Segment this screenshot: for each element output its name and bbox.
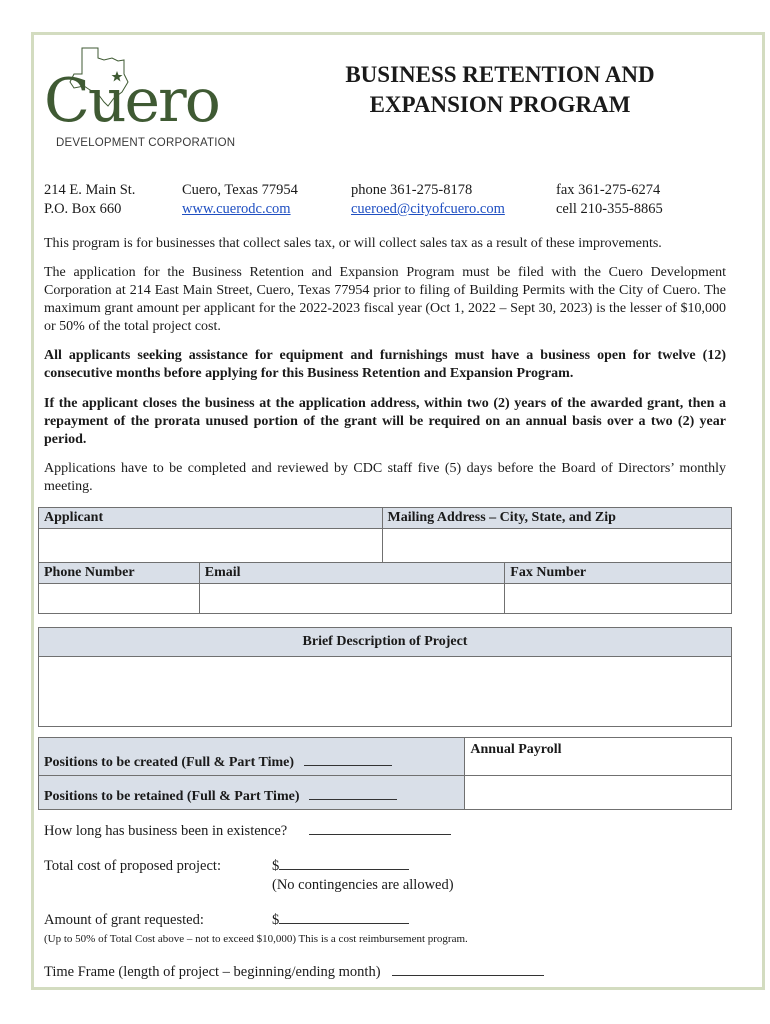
grant-dollar: $	[272, 912, 280, 928]
grant-requested-row	[272, 912, 409, 929]
city-block	[182, 181, 298, 219]
total-cost-row	[272, 858, 409, 875]
annual-payroll-label: Annual Payroll	[465, 738, 732, 776]
applicant-label: Applicant	[39, 508, 383, 529]
positions-retained-field[interactable]	[309, 799, 397, 800]
phone-field[interactable]	[39, 584, 200, 614]
email-label: Email	[199, 563, 505, 584]
applicant-table	[38, 507, 732, 563]
equipment-requirement-paragraph: All applicants seeking assistance for equipment and furnishings must have a business open for twelve (12) consecutive months before applying for this Business Retention and Expansion Program.	[44, 348, 726, 381]
total-cost-label: Total cost of proposed project:	[44, 858, 221, 874]
grant-requested-field[interactable]	[279, 923, 409, 924]
fax-block	[556, 181, 663, 219]
email-link[interactable]: cueroed@cityofcuero.com	[351, 201, 505, 217]
title-line-2: EXPANSION PROGRAM	[369, 92, 631, 117]
review-deadline-paragraph: Applications have to be completed and reviewed by CDC staff five (5) days before the Board of Directors’ monthly meeting.	[44, 461, 726, 494]
description-field[interactable]	[39, 657, 732, 727]
contact-table	[38, 562, 732, 614]
address-block	[44, 181, 135, 219]
page-title	[300, 60, 700, 120]
title-line-1: BUSINESS RETENTION AND	[345, 62, 655, 87]
positions-created-field[interactable]	[304, 765, 392, 766]
street-address: 214 E. Main St.	[44, 182, 136, 198]
applicant-field[interactable]	[39, 529, 383, 563]
cell-number: cell 210-355-8865	[556, 201, 663, 217]
existence-field[interactable]	[309, 834, 451, 835]
time-frame-question	[44, 964, 544, 981]
positions-table	[38, 737, 732, 810]
grant-note: (Up to 50% of Total Cost above – not to exceed $10,000) This is a cost reimbursement program.	[44, 933, 468, 945]
mailing-address-field[interactable]	[382, 529, 732, 563]
existence-question	[44, 823, 451, 840]
phone-number: phone 361-275-8178	[351, 182, 473, 198]
annual-payroll-field[interactable]	[465, 776, 732, 810]
cuero-logo	[44, 44, 254, 150]
total-cost-field[interactable]	[279, 869, 409, 870]
fax-field[interactable]	[505, 584, 732, 614]
logo-wordmark: Cuero	[44, 66, 219, 136]
email-field[interactable]	[199, 584, 505, 614]
po-box: P.O. Box 660	[44, 201, 122, 217]
total-cost-dollar: $	[272, 858, 280, 874]
grant-requested-label: Amount of grant requested:	[44, 912, 204, 928]
fax-number: fax 361-275-6274	[556, 182, 661, 198]
repayment-paragraph: If the applicant closes the business at the application address, within two (2) years of the awarded grant, then a repayment of the prorata unused portion of the grant will be required on an annual basis over a two (2) year period.	[44, 396, 726, 447]
description-table	[38, 627, 732, 727]
website-link[interactable]: www.cuerodc.com	[182, 201, 291, 217]
phone-label: Phone Number	[39, 563, 200, 584]
application-paragraph: The application for the Business Retention and Expansion Program must be filed with the Cuero Development Corporation at 214 East Main Street, Cuero, Texas 77954 prior to filing of Building Permits with the City of Cuero. The maximum grant amount per applicant for the 2022-2023 fiscal year (Oct 1, 2022 – Sept 30, 2023) is the lesser of $10,000 or 50% of the total project cost.	[44, 265, 726, 334]
positions-created-label: Positions to be created (Full & Part Time)	[44, 755, 295, 770]
existence-label: How long has business been in existence?	[44, 823, 288, 839]
logo-subtitle: DEVELOPMENT CORPORATION	[56, 137, 236, 149]
no-contingencies-note: (No contingencies are allowed)	[272, 877, 454, 893]
time-frame-field[interactable]	[392, 975, 544, 976]
mailing-address-label: Mailing Address – City, State, and Zip	[382, 508, 732, 529]
phone-block	[351, 181, 505, 219]
city-state-zip: Cuero, Texas 77954	[182, 182, 298, 198]
positions-created-row	[39, 738, 465, 776]
fax-label: Fax Number	[505, 563, 732, 584]
positions-retained-label: Positions to be retained (Full & Part Time)	[44, 789, 300, 804]
positions-retained-row	[39, 776, 465, 810]
time-frame-label: Time Frame (length of project – beginning/ending month)	[44, 964, 381, 980]
eligibility-paragraph: This program is for businesses that collect sales tax, or will collect sales tax as a result of these improvements.	[44, 236, 662, 251]
description-label: Brief Description of Project	[39, 628, 732, 657]
